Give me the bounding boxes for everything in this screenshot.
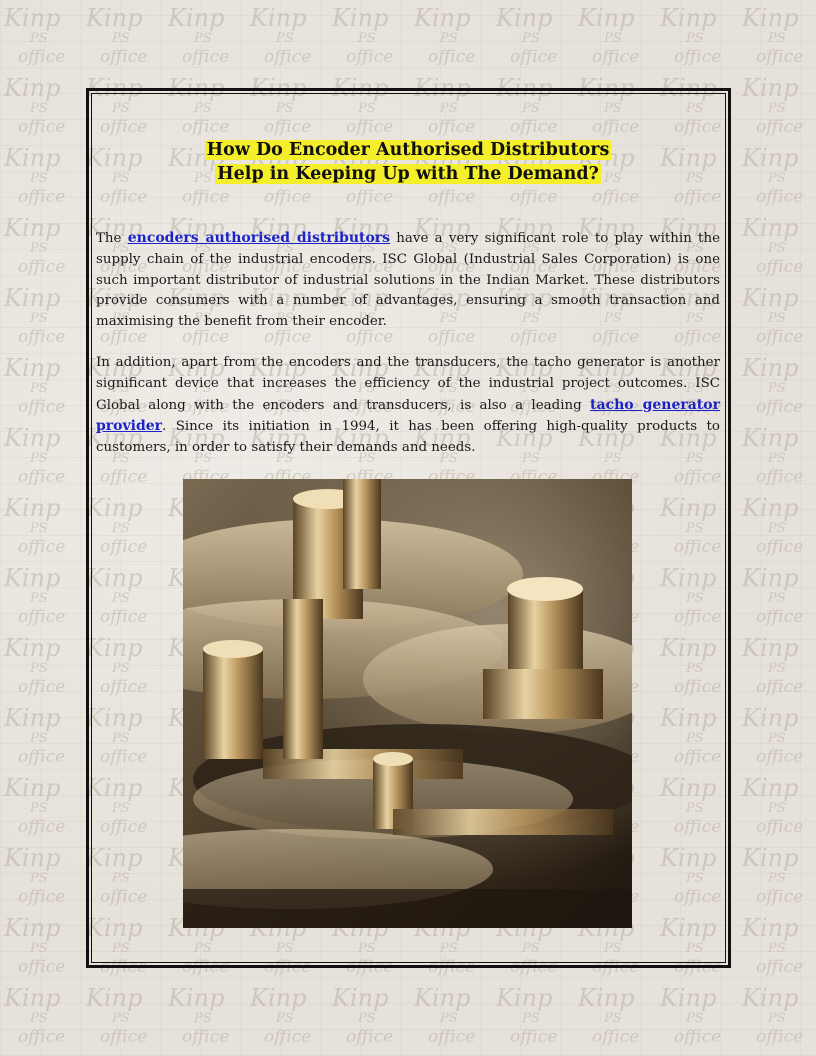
paragraph-1 [96,228,720,333]
paragraph-1-text: have a very significant role to play within the supply chain of the industrial encoders. ISC Global (Industrial Sales Corporation) is one such important distributor of industrial solutions in the Indian Market. These distributors provide consumers with a number of advantages, ensuring a smooth transaction and maximising the benefit from their encoder. [96,231,720,330]
encoders-distributors-link[interactable]: encoders authorised distributors [127,230,391,246]
gears-photo [183,479,632,928]
paragraph-1-prefix: The [96,231,128,246]
title-line-1: How Do Encoder Authorised Distributors [206,140,610,160]
document-title [96,138,720,186]
paragraph-2-text: In addition, apart from the encoders and the transducers, the tacho generator is another significant device that increases the efficiency of the industrial project outcomes. ISC Global along with the encoders and transducers, is also a leading [96,355,720,413]
tacho-generator-link[interactable]: tacho generator provider [96,396,720,435]
paragraph-2 [96,353,720,459]
paragraph-2-suffix: . Since its initiation in 1994, it has been offering high-quality products to customers, in order to satisfy their demands and needs. [96,419,720,456]
title-line-2: Help in Keeping Up with The Demand? [217,164,599,184]
brass-gears-icon [183,479,632,928]
